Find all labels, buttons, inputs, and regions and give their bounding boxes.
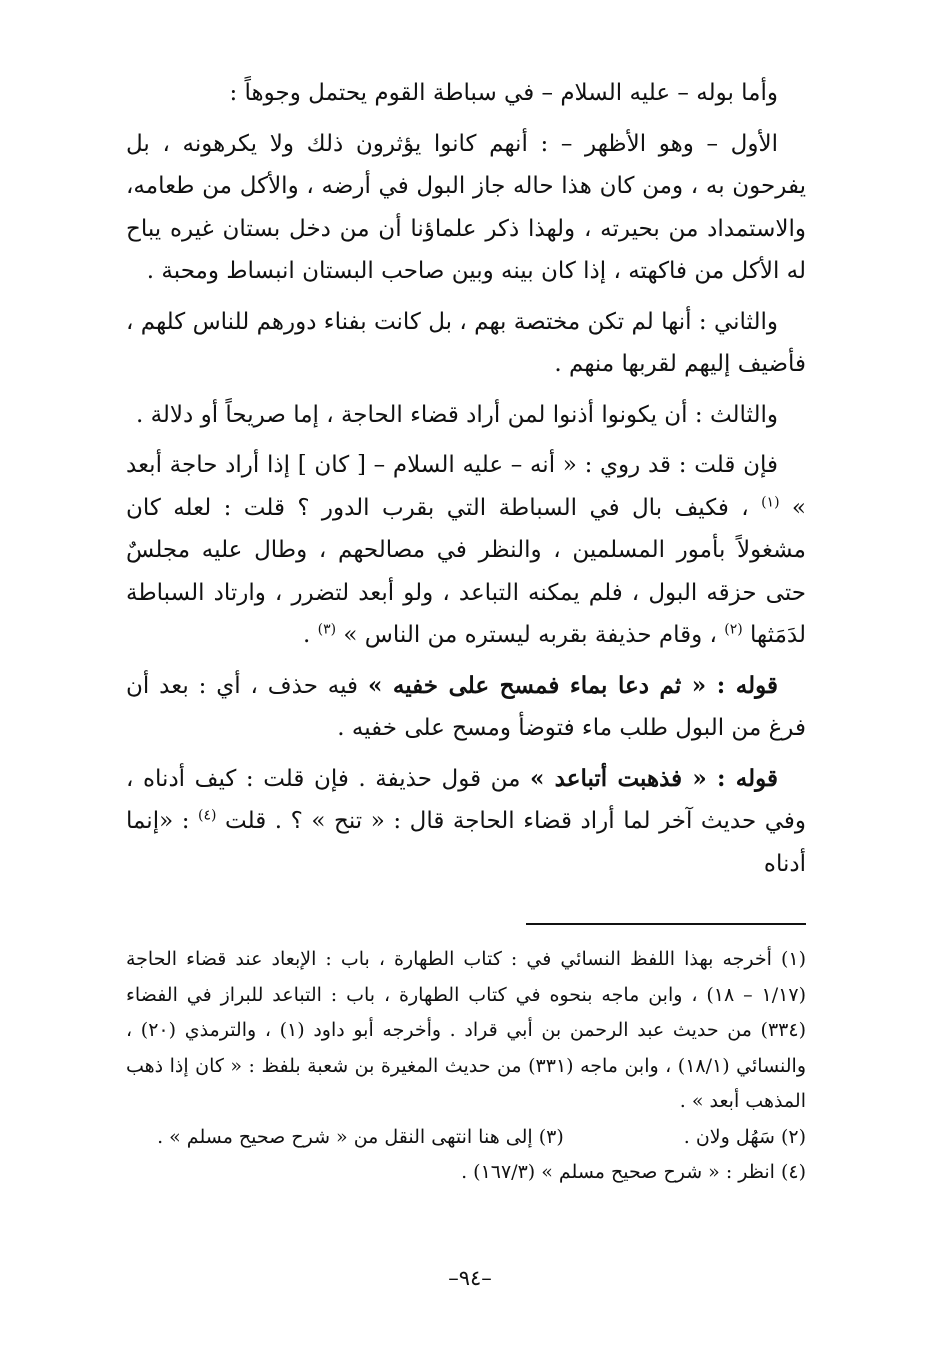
- paragraph-6: [126, 665, 806, 750]
- paragraph-3-text: والثاني : أنها لم تكن مختصة بهم ، بل كانت بفناء دورهم للناس كلهم ، فأضيف إليهم لقربها منهم .: [126, 308, 806, 377]
- paragraph-6-heading: قوله : « ثم دعا بماء فمسح على خفيه »: [367, 671, 779, 699]
- footnote-3: (٣) إلى هنا انتهى النقل من « شرح صحيح مسلم » .: [157, 1125, 564, 1148]
- paragraph-1: [126, 72, 806, 115]
- footnote-divider: [526, 923, 806, 925]
- paragraph-7: [126, 758, 806, 886]
- paragraph-4: [126, 394, 806, 437]
- paragraph-5-text-b: ، فكيف بال في السباطة التي بقرب الدور ؟ قلت : لعله كان مشغولاً بأمور المسلمين ، والنظر في مصالحهم ، وطال عليه مجلسٌ حتى حزقه البول ، فلم يمكنه التباعد ، ولو أبعد لتضرر ، وارتاد السباطة لدَمَثها: [126, 494, 806, 648]
- main-text: [126, 72, 806, 893]
- paragraph-7-heading: قوله : « فذهبت أتباعد »: [530, 764, 779, 792]
- paragraph-5-text-a: فإن قلت : قد روي : « أنه – عليه السلام – [ كان ] إذا أراد حاجة أبعد »: [126, 452, 806, 521]
- paragraph-2: [126, 123, 806, 293]
- paragraph-4-text: والثالث : أن يكونوا أذنوا لمن أراد قضاء الحاجة ، إما صريحاً أو دلالة .: [135, 401, 778, 428]
- footnote-2: (٢) سَهُل ولان .: [683, 1125, 806, 1148]
- paragraph-5-text-d: .: [303, 622, 311, 648]
- page-number: –٩٤–: [448, 1266, 492, 1290]
- footnote-ref-3: (٣): [317, 621, 337, 638]
- paragraph-6-text: فيه حذف ، أي : بعد أن فرغ من البول طلب ماء فتوضأ ومسح على خفيه .: [126, 672, 806, 741]
- footnote-ref-1: (١): [761, 493, 780, 510]
- footnotes: [126, 942, 806, 1191]
- paragraph-3: [126, 301, 806, 386]
- paragraph-7-text-b: : «إنما أدناه: [126, 808, 806, 877]
- footnote-ref-2: (٢): [724, 621, 743, 638]
- paragraph-7-text-a: من قول حذيفة . فإن قلت : كيف أدناه ، وفي حديث آخر لما أراد قضاء الحاجة قال : « تنح » ؟ . قلت: [126, 765, 807, 834]
- paragraph-1-text: وأما بوله – عليه السلام – في سباطة القوم يحتمل وجوهاً :: [229, 80, 778, 106]
- footnote-row: [126, 1120, 806, 1156]
- footnote-1: (١) أخرجه بهذا اللفظ النسائي في : كتاب الطهارة ، باب : الإبعاد عند قضاء الحاجة (١/١٧ – ١٨) ، وابن ماجه بنحوه في كتاب الطهارة ، باب : التباعد للبراز في الفضاء (٣٣٤) من حديث عبد الرحمن بن أبي قراد . وأخرجه أبو داود (١) ، والترمذي (٢٠) ، والنسائي (١٨/١) ، وابن ماجه (٣٣١) من حديث المغيرة بن شعبة بلفظ : « كان إذا ذهب المذهب أبعد » .: [126, 948, 806, 1112]
- paragraph-5: [126, 444, 806, 657]
- paragraph-2-text: الأول – وهو الأظهر – : أنهم كانوا يؤثرون ذلك ولا يكرهونه ، بل يفرحون به ، ومن كان هذا حاله جاز البول في أرضه ، والأكل من طعامه، والاستمداد من بحيرته ، ولهذا ذكر علماؤنا أن من دخل بستان غيره يباح له الأكل من فاكهته ، إذا كان بينه وبين صاحب البستان انبساط ومحبة .: [126, 130, 806, 284]
- footnote-ref-4: (٤): [198, 807, 217, 824]
- paragraph-5-text-c: ، وقام حذيفة بقربه ليستره من الناس »: [343, 622, 717, 648]
- footnote-4: (٤) انظر : « شرح صحيح مسلم » (١٦٧/٣) .: [461, 1161, 806, 1183]
